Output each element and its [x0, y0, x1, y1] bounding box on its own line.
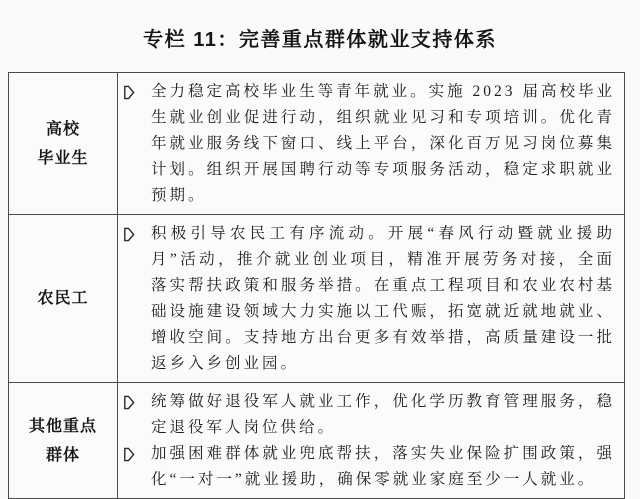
- row-label-line: 毕业生: [37, 149, 89, 167]
- list-item-text: 加强困难群体就业兜底帮扶，落实失业保险扩围政策，强化“一对一”就业援助，确保零就业家庭至少一人就业。: [151, 445, 615, 488]
- list-item-text: 统筹做好退役军人就业工作，优化学历教育管理服务，稳定退役军人岗位供给。: [151, 393, 615, 436]
- list-item: [122, 221, 615, 377]
- key-groups-table: [8, 72, 625, 499]
- row-label-line: 群体: [45, 446, 80, 464]
- list-item: [122, 79, 615, 209]
- row-label-college-graduates: [9, 73, 118, 214]
- row-label-line: 农民工: [37, 290, 89, 307]
- hollow-right-pentagon-bullet-icon: [122, 389, 151, 410]
- hollow-right-pentagon-bullet-icon: [122, 441, 151, 462]
- table-row-college-graduates: [9, 73, 624, 214]
- list-item: [122, 441, 615, 493]
- row-label-other-key-groups: [9, 383, 118, 498]
- row-content-other-key-groups: [118, 383, 624, 498]
- row-label-migrant-workers: [9, 215, 118, 382]
- list-item-text: 积极引导农民工有序流动。开展“春风行动暨就业援助月”活动，推介就业创业项目，精准开展劳务对接，全面落实帮扶政策和服务举措。在重点工程项目和农业农村基础设施建设领域大力实施以工代赈，拓宽就近就地就业、增收空间。支持地方出台更多有效举措，高质量建设一批返乡入乡创业园。: [151, 225, 615, 372]
- list-item: [122, 389, 615, 441]
- table-row-migrant-workers: [9, 214, 624, 382]
- hollow-right-pentagon-bullet-icon: [122, 221, 151, 242]
- list-item-text: 全力稳定高校毕业生等青年就业。实施 2023 届高校毕业生就业创业促进行动，组织就业见习和专项培训。优化青年就业服务线下窗口、线上平台，深化百万见习岗位募集计划。组织开展国聘行动等专项服务活动，稳定求职就业预期。: [151, 83, 615, 204]
- row-label-line: 高校: [45, 120, 80, 138]
- row-content-migrant-workers: [118, 215, 624, 382]
- hollow-right-pentagon-bullet-icon: [122, 79, 151, 100]
- row-label-line: 其他重点: [28, 417, 97, 435]
- row-content-college-graduates: [118, 73, 624, 214]
- table-row-other-key-groups: [9, 382, 624, 498]
- box-title: 专栏 11：完善重点群体就业支持体系: [143, 29, 497, 51]
